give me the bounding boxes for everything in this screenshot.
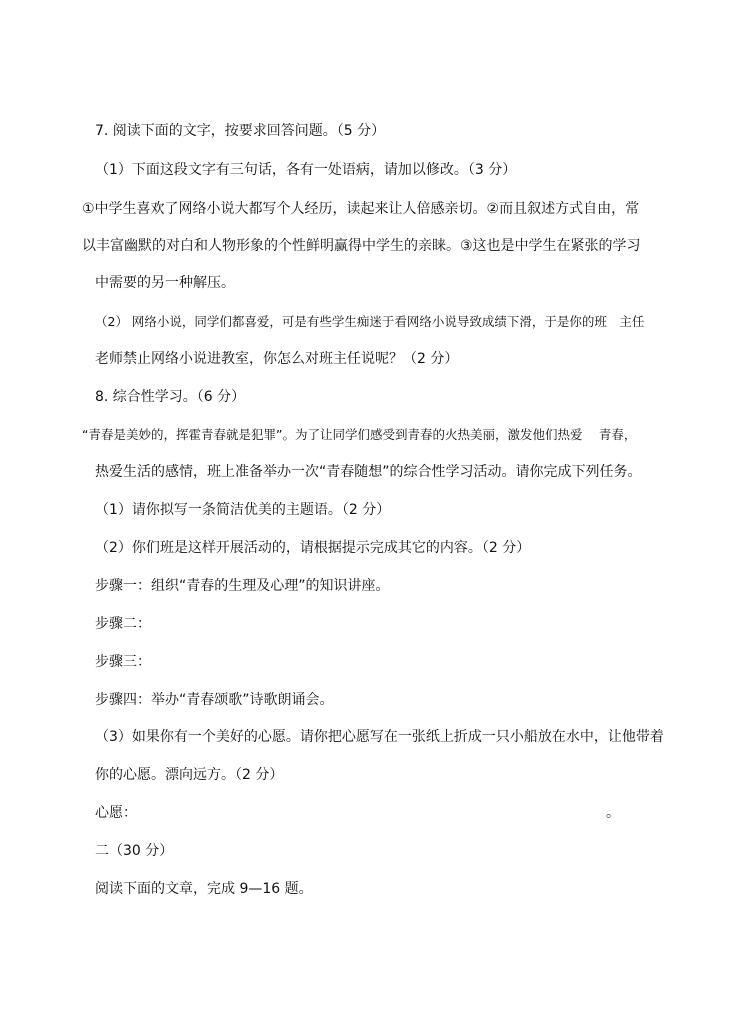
step-4: 步骤四：举办“青春颂歌”诗歌朗诵会。 (95, 692, 334, 708)
passage-line-1: ①中学生喜欢了网络小说大都写个人经历，读起来让人倍感亲切。②而且叙述方式自由，常 (82, 201, 640, 217)
question-8-heading: 8. 综合性学习。（6 分） (95, 389, 246, 405)
step-3: 步骤三： (95, 654, 151, 670)
question-7-part-1: （1）下面这段文字有三句话，各有一处语病，请加以修改。（3 分） (95, 162, 517, 178)
question-7-part-2: （2） 网络小说，同学们都喜爱，可是有些学生痴迷于看网络小说导致成绩下滑，于是你的班 主任 (95, 314, 645, 329)
question-8-part-3: （3）如果你有一个美好的心愿。请你把心愿写在一张纸上折成一只小船放在水中，让他带着 (95, 729, 664, 745)
question-7-heading: 7. 阅读下面的文字，按要求回答问题。（5 分） (95, 123, 386, 139)
question-8-intro-1: “青春是美妙的，挥霍青春就是犯罪”。为了让同学们感受到青春的火热美丽，激发他们热爱 青春， (82, 427, 637, 442)
question-8-part-1: （1）请你拟写一条简洁优美的主题语。（2 分） (95, 502, 391, 518)
passage-line-3: 中需要的另一种解压。 (95, 275, 235, 291)
passage-line-2: 以丰富幽默的对白和人物形象的个性鲜明赢得中学生的亲睐。③这也是中学生在紧张的学习 (82, 238, 641, 254)
question-8-part-3-cont: 你的心愿。漂向远方。（2 分） (95, 767, 284, 783)
question-8-part-2: （2）你们班是这样开展活动的，请根据提示完成其它的内容。（2 分） (95, 540, 531, 556)
wish-label: 心愿： (95, 805, 137, 821)
reading-instruction: 阅读下面的文章，完成 9—16 题。 (95, 881, 313, 897)
step-1: 步骤一：组织“青春的生理及心理”的知识讲座。 (95, 578, 390, 594)
question-8-intro-2: 热爱生活的感情，班上准备举办一次“青春随想”的综合性学习活动。请你完成下列任务。 (95, 464, 642, 480)
step-2: 步骤二： (95, 616, 151, 632)
wish-end-mark: 。 (606, 805, 620, 821)
section-2-heading: 二（30 分） (95, 843, 174, 859)
question-7-part-2-cont: 老师禁止网络小说进教室，你怎么对班主任说呢？（2 分） (95, 351, 459, 367)
